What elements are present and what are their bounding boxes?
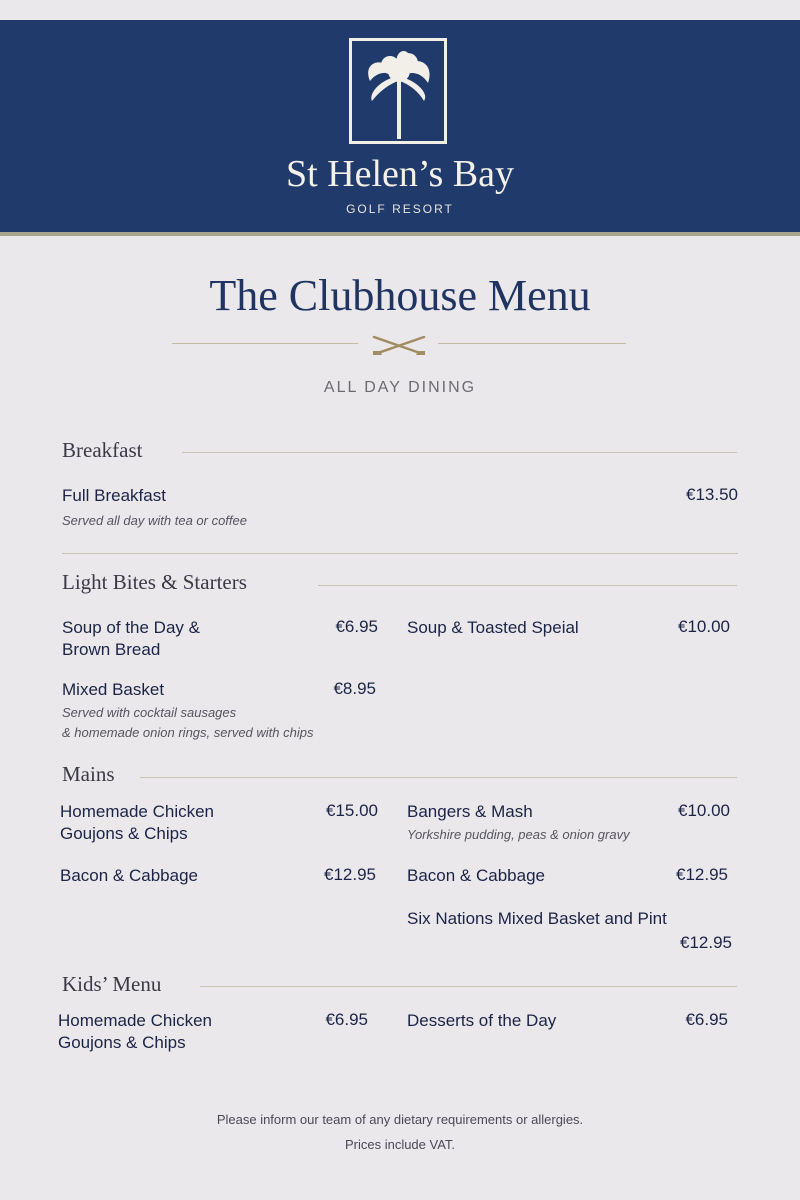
menu-item-name: Full Breakfast xyxy=(62,486,166,505)
footer-allergy-note: Please inform our team of any dietary requirements or allergies. xyxy=(216,1112,584,1127)
menu-item-name: Homemade Chicken Goujons & Chips xyxy=(60,802,215,843)
section-rule xyxy=(200,986,737,987)
section-rule xyxy=(140,777,737,778)
menu-item-name: Mixed Basket xyxy=(62,680,165,699)
menu-item-description: Served all day with tea or coffee xyxy=(62,513,247,528)
menu-item-name: Soup & Toasted Speial xyxy=(407,618,579,637)
menu-item-price: €12.95 xyxy=(324,865,376,884)
menu-item-name: Homemade Chicken Goujons & Chips xyxy=(58,1011,213,1052)
menu-item-description: Yorkshire pudding, peas & onion gravy xyxy=(407,827,630,842)
section-title-kids-menu: Kids’ Menu xyxy=(62,972,162,996)
menu-item-price: €6.95 xyxy=(685,1010,728,1029)
menu-item-price: €13.50 xyxy=(686,485,738,504)
section-title-mains: Mains xyxy=(62,762,115,786)
brand-name: St Helen’s Bay xyxy=(286,153,514,195)
menu-item-price: €8.95 xyxy=(333,679,376,698)
menu-item-description: Served with cocktail sausages & homemade onion rings, served with chips xyxy=(62,705,314,740)
menu-item-name: Desserts of the Day xyxy=(407,1011,557,1030)
menu-subtitle: ALL DAY DINING xyxy=(323,379,477,396)
footer-vat-note: Prices include VAT. xyxy=(344,1137,456,1152)
section-title-breakfast: Breakfast xyxy=(62,438,143,462)
title-divider-left xyxy=(172,343,358,344)
header-banner xyxy=(0,20,800,236)
menu-item-price: €12.95 xyxy=(676,865,728,884)
crossed-golf-clubs-icon xyxy=(370,333,428,359)
menu-title: The Clubhouse Menu xyxy=(209,271,591,320)
logo-palm-tree-icon xyxy=(349,38,447,144)
menu-item-price: €12.95 xyxy=(680,933,732,952)
title-divider-right xyxy=(438,343,626,344)
section-separator xyxy=(62,553,738,554)
menu-item-name: Six Nations Mixed Basket and Pint xyxy=(407,909,667,928)
menu-item-name: Bangers & Mash xyxy=(407,802,533,821)
menu-item-name: Bacon & Cabbage xyxy=(407,866,545,885)
section-rule xyxy=(318,585,737,586)
menu-item-price: €10.00 xyxy=(678,617,730,636)
brand-subtitle: GOLF RESORT xyxy=(346,202,454,216)
menu-item-price: €6.95 xyxy=(325,1010,368,1029)
menu-item-price: €10.00 xyxy=(678,801,730,820)
menu-item-price: €15.00 xyxy=(326,801,378,820)
menu-item-price: €6.95 xyxy=(335,617,378,636)
section-rule xyxy=(182,452,737,453)
section-title-light-bites: Light Bites & Starters xyxy=(62,570,247,594)
menu-item-name: Soup of the Day & Brown Bread xyxy=(62,618,200,659)
menu-item-name: Bacon & Cabbage xyxy=(60,866,198,885)
